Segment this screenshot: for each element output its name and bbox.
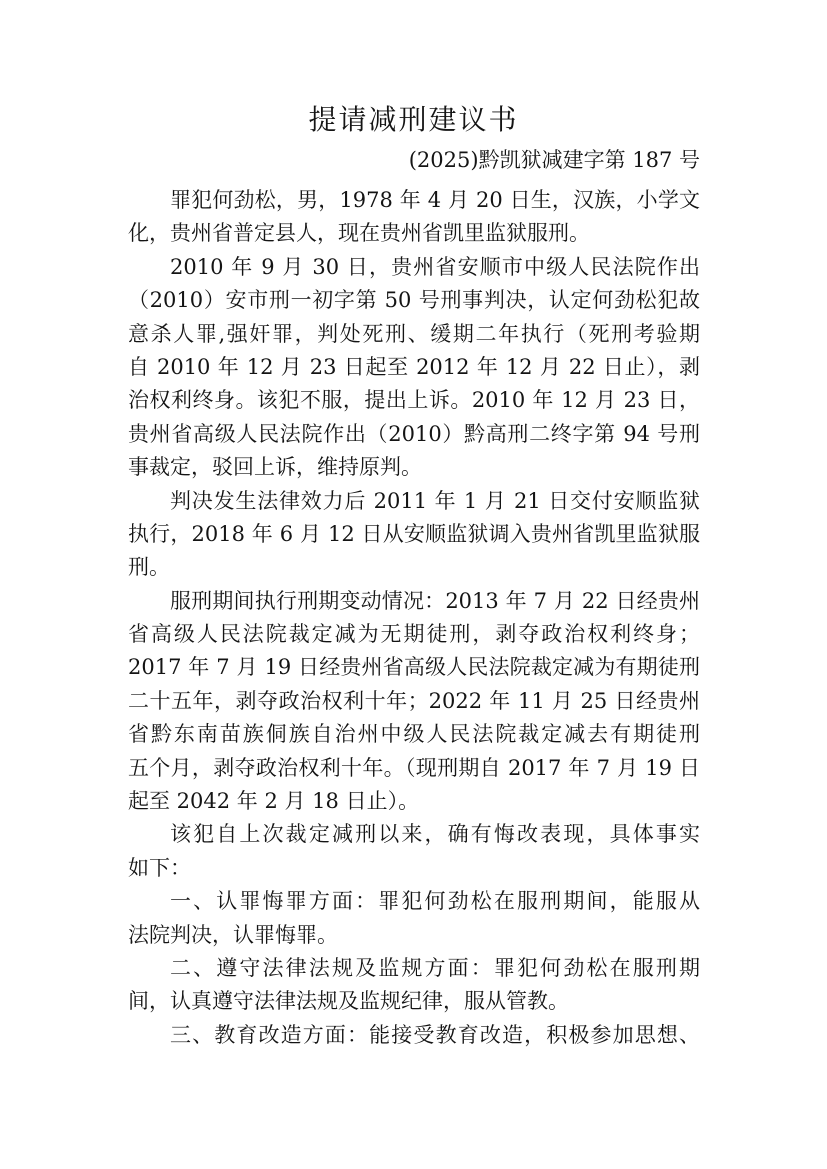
text-line: 意杀人罪,强奸罪，判处死刑、缓期二年执行（死刑考验期 — [128, 321, 700, 346]
text-line: 判决发生法律效力后 2011 年 1 月 21 日交付安顺监狱 — [170, 488, 700, 513]
text-line: 五个月，剥夺政治权利十年。（现刑期自 2017 年 7 月 19 日 — [128, 755, 700, 780]
paragraph-admission-of-guilt — [128, 885, 700, 952]
text-line: 2017 年 7 月 19 日经贵州省高级人民法院裁定减为有期徒刑 — [128, 655, 700, 680]
paragraph-original-judgment — [128, 251, 700, 485]
text-line: （2010）安市刑一初字第 50 号刑事判决，认定何劲松犯故 — [128, 288, 700, 313]
document-title: 提请减刑建议书 — [308, 103, 519, 136]
paragraph-education-reform — [128, 1019, 700, 1052]
text-line: 起至 2042 年 2 月 18 日止）。 — [128, 789, 420, 814]
text-line: 省高级人民法院裁定减为无期徒刑，剥夺政治权利终身； — [128, 622, 700, 647]
text-line: 省黔东南苗族侗族自治州中级人民法院裁定减去有期徒刑 — [128, 722, 700, 747]
text-line: 一、认罪悔罪方面：罪犯何劲松在服刑期间，能服从 — [170, 889, 700, 914]
text-line: 治权利终身。该犯不服，提出上诉。2010 年 12 月 23 日， — [128, 388, 700, 413]
text-line: 该犯自上次裁定减刑以来，确有悔改表现，具体事实 — [170, 822, 700, 847]
text-line: 间，认真遵守法律法规及监规纪律，服从管教。 — [128, 989, 569, 1014]
text-line: 事裁定，驳回上诉，维持原判。 — [128, 455, 422, 480]
text-line: 罪犯何劲松，男，1978 年 4 月 20 日生，汉族，小学文 — [170, 188, 700, 212]
text-line: 化，贵州省普定县人，现在贵州省凯里监狱服刑。 — [128, 221, 590, 246]
paragraph-rule-compliance — [128, 952, 700, 1019]
text-line: 二、遵守法律法规及监规方面：罪犯何劲松在服刑期 — [170, 955, 700, 980]
text-line: 二十五年，剥夺政治权利十年；2022 年 11 月 25 日经贵州 — [128, 688, 700, 713]
document-number: (2025)黔凯狱减建字第 187 号 — [408, 148, 700, 172]
text-line: 服刑期间执行刑期变动情况：2013 年 7 月 22 日经贵州 — [170, 588, 700, 613]
document-body — [128, 184, 700, 1052]
paragraph-repentance-intro — [128, 818, 700, 885]
paragraph-offender-info — [128, 184, 700, 251]
text-line: 自 2010 年 12 月 23 日起至 2012 年 12 月 22 日止），剥 — [128, 354, 700, 379]
paragraph-sentence-changes — [128, 585, 700, 819]
text-line: 刑。 — [128, 555, 170, 580]
text-line: 三、教育改造方面：能接受教育改造，积极参加思想、 — [170, 1022, 700, 1047]
text-line: 如下： — [128, 855, 191, 880]
paragraph-execution — [128, 485, 700, 585]
text-line: 执行，2018 年 6 月 12 日从安顺监狱调入贵州省凯里监狱服 — [128, 521, 700, 546]
text-line: 贵州省高级人民法院作出（2010）黔高刑二终字第 94 号刑 — [128, 421, 700, 446]
text-line: 法院判决，认罪悔罪。 — [128, 922, 338, 947]
text-line: 2010 年 9 月 30 日，贵州省安顺市中级人民法院作出 — [170, 254, 700, 279]
